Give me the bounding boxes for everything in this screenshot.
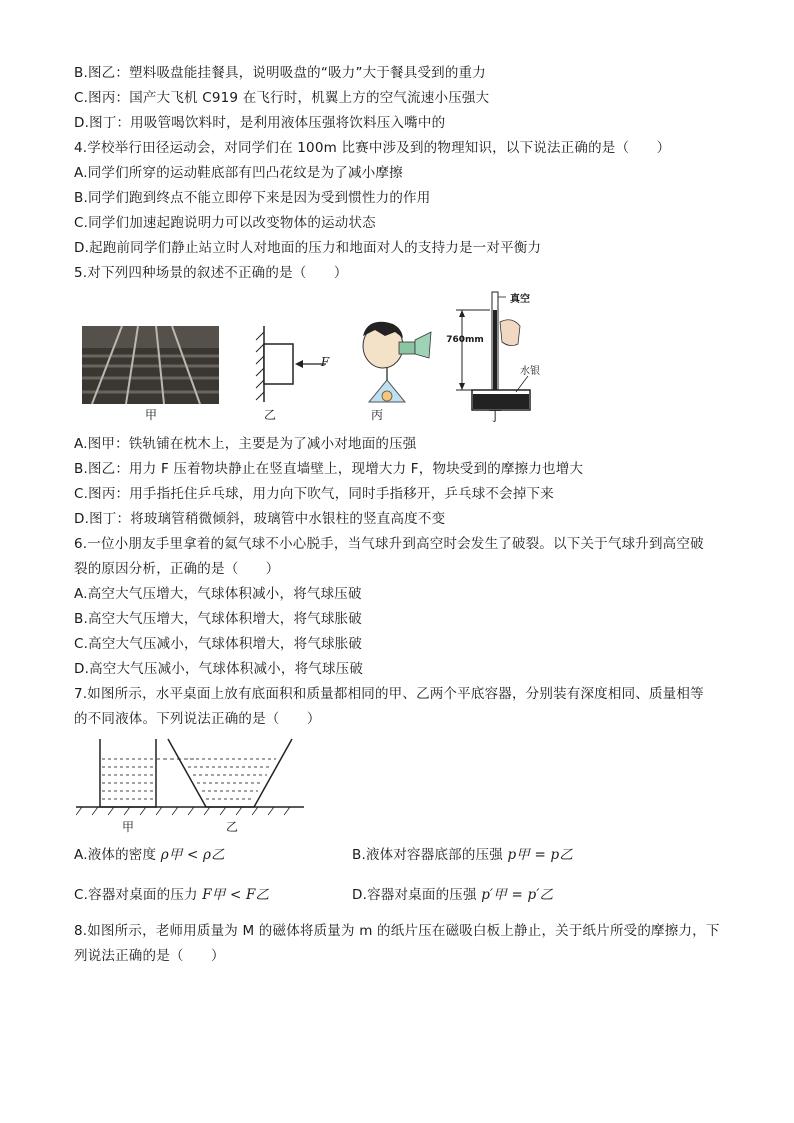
q5-option-b: B.图乙：用力 F 压着物块静止在竖直墙壁上，现增大力 F，物块受到的摩擦力也增大: [74, 461, 584, 477]
q4-option-d: D.起跑前同学们静止站立时人对地面的压力和地面对人的支持力是一对平衡力: [74, 240, 542, 256]
q5-stem: 5.对下列四种场景的叙述不正确的是（ ）: [74, 265, 348, 281]
force-f-label: F: [320, 355, 330, 369]
q3-option-c: C.图丙：国产大飞机 C919 在飞行时，机翼上方的空气流速小压强大: [74, 90, 490, 106]
q7-option-c: C.容器对桌面的压力 F甲 < F乙: [74, 887, 270, 903]
q4-option-b: B.同学们跑到终点不能立即停下来是因为受到惯性力的作用: [74, 190, 431, 206]
q7-option-b: B.液体对容器底部的压强 p甲 = p乙: [352, 847, 574, 863]
q7-option-d: D.容器对桌面的压强 p′甲 = p′乙: [352, 887, 554, 903]
vacuum-label: 真空: [510, 294, 530, 305]
wall-block-diagram: [250, 322, 350, 408]
q6-option-a: A.高空大气压增大，气球体积减小，将气球压破: [74, 586, 362, 602]
two-containers-diagram: [76, 735, 304, 821]
formula-c: F甲 < F乙: [202, 887, 270, 903]
q4-stem: 4.学校举行田径运动会，对同学们在 100m 比赛中涉及到的物理知识，以下说法正确的是（ ）: [74, 140, 671, 156]
q8-stem-line2: 列说法正确的是（ ）: [74, 948, 225, 964]
q6-stem-line2: 裂的原因分析，正确的是（ ）: [74, 561, 280, 577]
mercury-label: 水银: [520, 366, 540, 377]
q5-option-a: A.图甲：铁轨铺在枕木上，主要是为了减小对地面的压强: [74, 436, 417, 452]
q3-option-b: B.图乙：塑料吸盘能挂餐具，说明吸盘的“吸力”大于餐具受到的重力: [74, 65, 486, 81]
container-label-jia: 甲: [121, 820, 134, 834]
q4-option-c: C.同学们加速起跑说明力可以改变物体的运动状态: [74, 215, 376, 231]
formula-a: ρ甲 < ρ乙: [160, 847, 225, 863]
q4-option-a: A.同学们所穿的运动鞋底部有凹凸花纹是为了减小摩擦: [74, 165, 403, 181]
q3-option-d: D.图丁：用吸管喝饮料时，是利用液体压强将饮料压入嘴中的: [74, 115, 446, 131]
q7-stem-line1: 7.如图所示，水平桌面上放有底面积和质量都相同的甲、乙两个平底容器，分别装有深度相同、质量相等: [74, 686, 704, 702]
funnel-blowing-illustration: [345, 318, 435, 410]
q5-option-d: D.图丁：将玻璃管稍微倾斜，玻璃管中水银柱的竖直高度不变: [74, 511, 446, 527]
container-label-yi: 乙: [225, 820, 238, 834]
q7-option-a: A.液体的密度 ρ甲 < ρ乙: [74, 847, 225, 863]
railway-photo: [82, 326, 219, 404]
formula-b: p甲 = p乙: [507, 847, 574, 863]
q6-option-c: C.高空大气压减小，气球体积增大，将气球胀破: [74, 636, 363, 652]
fig-label-jia: 甲: [144, 408, 157, 422]
q7-stem-line2: 的不同液体。下列说法正确的是（ ）: [74, 711, 321, 727]
torricelli-barometer-diagram: [440, 286, 560, 414]
fig-label-bing: 丙: [370, 408, 383, 422]
fig-label-ding: 丁: [488, 409, 502, 425]
q6-stem-line1: 6.一位小朋友手里拿着的氦气球不小心脱手，当气球升到高空时会发生了破裂。以下关于气球升到高空破: [74, 536, 704, 552]
fig-label-yi: 乙: [263, 408, 276, 422]
q6-option-b: B.高空大气压增大，气球体积增大，将气球胀破: [74, 611, 362, 627]
q6-option-d: D.高空大气压减小，气球体积减小，将气球压破: [74, 661, 364, 677]
height-760mm-label: 760mm: [446, 335, 484, 345]
q5-option-c: C.图丙：用手指托住乒乓球，用力向下吹气，同时手指移开，乒乓球不会掉下来: [74, 486, 554, 502]
formula-d: p′甲 = p′乙: [481, 887, 554, 903]
q8-stem-line1: 8.如图所示，老师用质量为 M 的磁体将质量为 m 的纸片压在磁吸白板上静止，关于纸片所受的摩擦力，下: [74, 923, 720, 939]
